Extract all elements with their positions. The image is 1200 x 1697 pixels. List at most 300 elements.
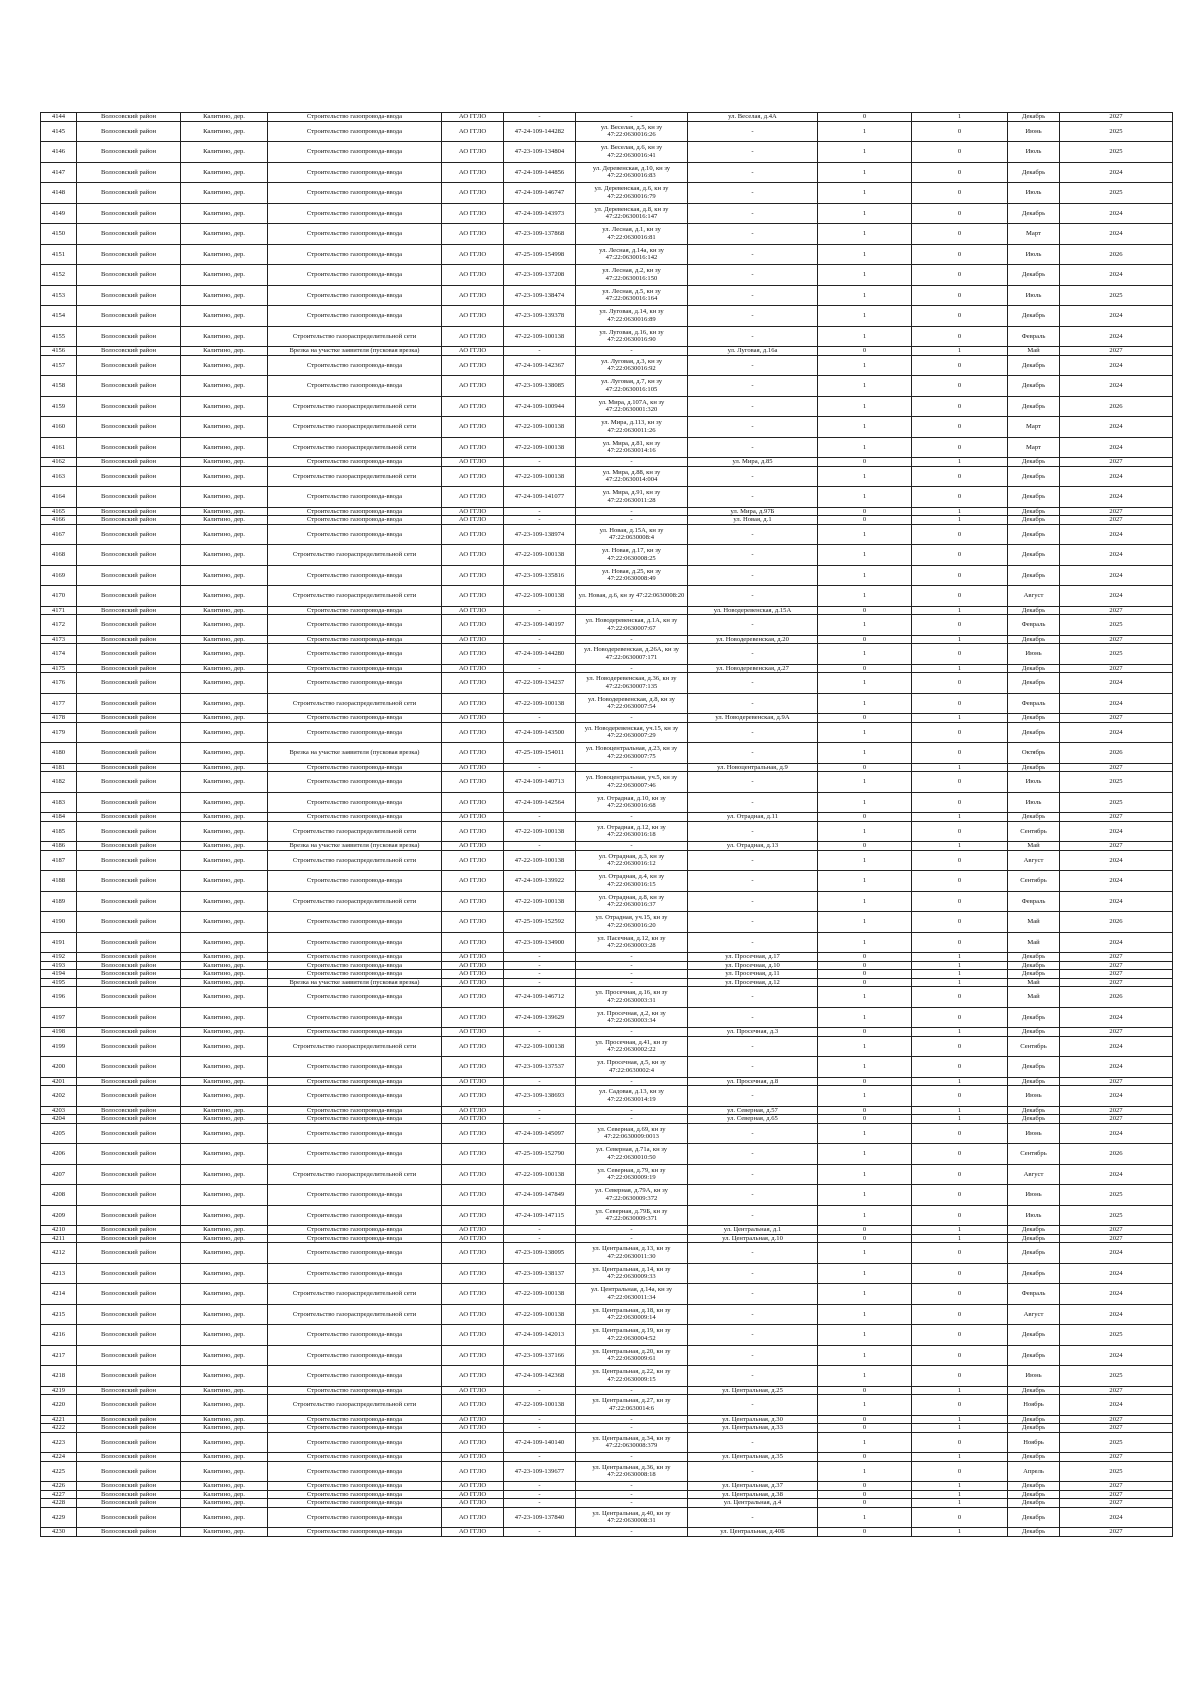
cell-year: 2024 <box>1060 673 1173 694</box>
cell-work-type: Строительство газопровода-ввода <box>268 142 442 163</box>
cell-row-number: 4152 <box>41 265 77 286</box>
cell-contract-number: - <box>504 1226 576 1235</box>
cell-contract-number: - <box>504 970 576 979</box>
cell-address: - <box>688 487 818 508</box>
cell-month: Июль <box>1008 285 1060 306</box>
cell-address: ул. Новая, д.1 <box>688 516 818 525</box>
cell-year: 2024 <box>1060 1036 1173 1057</box>
cell-district: Волосовский район <box>77 347 181 356</box>
cell-month: Декабрь <box>1008 113 1060 122</box>
cell-month: Декабрь <box>1008 162 1060 183</box>
cell-address: - <box>688 1123 818 1144</box>
cell-contract-number: 47-23-109-135816 <box>504 565 576 586</box>
cell-district: Волосовский район <box>77 961 181 970</box>
cell-address-cadastral: ул. Новая, д.25, кн зу 47:22:0630008:49 <box>576 565 688 586</box>
cell-month: Сентябрь <box>1008 1036 1060 1057</box>
cell-district: Волосовский район <box>77 306 181 327</box>
cell-contract-number: 47-23-109-134900 <box>504 932 576 953</box>
cell-year: 2024 <box>1060 1507 1173 1528</box>
cell-count-a: 0 <box>818 961 912 970</box>
table-row <box>41 203 1173 224</box>
cell-organization: АО ГГЛО <box>442 545 504 566</box>
cell-count-a: 1 <box>818 1345 912 1366</box>
cell-organization: АО ГГЛО <box>442 1386 504 1395</box>
cell-district: Волосовский район <box>77 664 181 673</box>
cell-contract-number: 47-22-109-100138 <box>504 1395 576 1416</box>
cell-work-type: Строительство газопровода-ввода <box>268 516 442 525</box>
cell-month: Декабрь <box>1008 516 1060 525</box>
table-row <box>41 121 1173 142</box>
cell-organization: АО ГГЛО <box>442 813 504 822</box>
cell-district: Волосовский район <box>77 1424 181 1433</box>
cell-row-number: 4153 <box>41 285 77 306</box>
cell-settlement: Калитино, дер. <box>181 1507 268 1528</box>
cell-settlement: Калитино, дер. <box>181 1086 268 1107</box>
cell-month: Декабрь <box>1008 306 1060 327</box>
cell-address: ул. Новодеревенская, д.20 <box>688 635 818 644</box>
cell-count-a: 1 <box>818 265 912 286</box>
cell-organization: АО ГГЛО <box>442 285 504 306</box>
cell-address: - <box>688 1325 818 1346</box>
cell-district: Волосовский район <box>77 487 181 508</box>
cell-contract-number: 47-24-109-142367 <box>504 355 576 376</box>
cell-address-cadastral: - <box>576 1386 688 1395</box>
cell-year: 2027 <box>1060 813 1173 822</box>
cell-district: Волосовский район <box>77 842 181 851</box>
cell-work-type: Строительство газопровода-ввода <box>268 1115 442 1124</box>
cell-address-cadastral: - <box>576 1499 688 1508</box>
cell-count-a: 0 <box>818 1077 912 1086</box>
cell-count-a: 1 <box>818 693 912 714</box>
cell-settlement: Калитино, дер. <box>181 1243 268 1264</box>
cell-organization: АО ГГЛО <box>442 524 504 545</box>
cell-organization: АО ГГЛО <box>442 792 504 813</box>
cell-address-cadastral: ул. Северная, д.79А, кн зу 47:22:0630009:372 <box>576 1185 688 1206</box>
cell-month: Май <box>1008 932 1060 953</box>
cell-count-a: 0 <box>818 1528 912 1537</box>
cell-settlement: Калитино, дер. <box>181 183 268 204</box>
cell-organization: АО ГГЛО <box>442 1528 504 1537</box>
cell-settlement: Калитино, дер. <box>181 871 268 892</box>
cell-settlement: Калитино, дер. <box>181 1490 268 1499</box>
cell-contract-number: 47-22-109-100138 <box>504 1284 576 1305</box>
cell-month: Март <box>1008 224 1060 245</box>
cell-row-number: 4188 <box>41 871 77 892</box>
table-row <box>41 1007 1173 1028</box>
cell-month: Декабрь <box>1008 466 1060 487</box>
cell-count-a: 1 <box>818 355 912 376</box>
table-row <box>41 376 1173 397</box>
cell-count-a: 1 <box>818 772 912 793</box>
cell-month: Август <box>1008 586 1060 607</box>
cell-year: 2027 <box>1060 1234 1173 1243</box>
cell-count-b: 0 <box>912 644 1008 665</box>
cell-district: Волосовский район <box>77 1304 181 1325</box>
cell-row-number: 4208 <box>41 1185 77 1206</box>
cell-settlement: Калитино, дер. <box>181 693 268 714</box>
cell-work-type: Строительство газопровода-ввода <box>268 961 442 970</box>
cell-count-a: 1 <box>818 1461 912 1482</box>
cell-count-b: 1 <box>912 1386 1008 1395</box>
cell-district: Волосовский район <box>77 615 181 636</box>
cell-row-number: 4218 <box>41 1366 77 1387</box>
cell-row-number: 4228 <box>41 1499 77 1508</box>
cell-contract-number: - <box>504 1453 576 1462</box>
cell-count-b: 0 <box>912 1395 1008 1416</box>
cell-address: - <box>688 1164 818 1185</box>
cell-month: Ноябрь <box>1008 1432 1060 1453</box>
cell-count-b: 1 <box>912 507 1008 516</box>
cell-row-number: 4211 <box>41 1234 77 1243</box>
cell-address: - <box>688 1185 818 1206</box>
cell-address: - <box>688 1395 818 1416</box>
cell-settlement: Калитино, дер. <box>181 524 268 545</box>
cell-work-type: Строительство газопровода-ввода <box>268 1507 442 1528</box>
cell-contract-number: 47-23-109-134804 <box>504 142 576 163</box>
cell-year: 2027 <box>1060 664 1173 673</box>
cell-count-b: 1 <box>912 961 1008 970</box>
cell-organization: АО ГГЛО <box>442 912 504 933</box>
cell-count-a: 1 <box>818 932 912 953</box>
cell-count-b: 1 <box>912 347 1008 356</box>
cell-organization: АО ГГЛО <box>442 932 504 953</box>
cell-work-type: Строительство газораспределительной сети <box>268 850 442 871</box>
cell-row-number: 4181 <box>41 763 77 772</box>
cell-count-b: 0 <box>912 487 1008 508</box>
cell-count-a: 1 <box>818 891 912 912</box>
cell-address: ул. Новодеревенская, д.27 <box>688 664 818 673</box>
cell-count-b: 0 <box>912 1086 1008 1107</box>
cell-count-a: 0 <box>818 842 912 851</box>
cell-year: 2024 <box>1060 1057 1173 1078</box>
cell-month: Декабрь <box>1008 1234 1060 1243</box>
cell-contract-number: 47-23-109-138137 <box>504 1263 576 1284</box>
cell-work-type: Строительство газопровода-ввода <box>268 113 442 122</box>
cell-settlement: Калитино, дер. <box>181 586 268 607</box>
cell-row-number: 4150 <box>41 224 77 245</box>
cell-district: Волосовский район <box>77 1106 181 1115</box>
cell-work-type: Строительство газораспределительной сети <box>268 1284 442 1305</box>
cell-organization: АО ГГЛО <box>442 326 504 347</box>
cell-settlement: Калитино, дер. <box>181 714 268 723</box>
cell-contract-number: - <box>504 113 576 122</box>
table-row <box>41 644 1173 665</box>
cell-count-a: 1 <box>818 1185 912 1206</box>
cell-work-type: Строительство газопровода-ввода <box>268 673 442 694</box>
cell-work-type: Строительство газопровода-ввода <box>268 224 442 245</box>
cell-count-b: 1 <box>912 1415 1008 1424</box>
table-row <box>41 1432 1173 1453</box>
cell-month: Декабрь <box>1008 961 1060 970</box>
cell-district: Волосовский район <box>77 1226 181 1235</box>
cell-year: 2026 <box>1060 987 1173 1008</box>
cell-month: Декабрь <box>1008 635 1060 644</box>
cell-count-b: 0 <box>912 792 1008 813</box>
cell-work-type: Строительство газопровода-ввода <box>268 970 442 979</box>
cell-count-a: 1 <box>818 437 912 458</box>
cell-count-a: 1 <box>818 792 912 813</box>
cell-settlement: Калитино, дер. <box>181 1123 268 1144</box>
cell-address-cadastral: ул. Новоцентральная, уч.5, кн зу 47:22:0630007:46 <box>576 772 688 793</box>
cell-row-number: 4182 <box>41 772 77 793</box>
cell-month: Декабрь <box>1008 1415 1060 1424</box>
cell-district: Волосовский район <box>77 932 181 953</box>
cell-count-b: 0 <box>912 203 1008 224</box>
cell-district: Волосовский район <box>77 1461 181 1482</box>
cell-address: ул. Северная, д.57 <box>688 1106 818 1115</box>
cell-settlement: Калитино, дер. <box>181 644 268 665</box>
cell-address-cadastral: ул. Лесная, д.2, кн зу 47:22:0630016:150 <box>576 265 688 286</box>
cell-settlement: Калитино, дер. <box>181 458 268 467</box>
table-row <box>41 437 1173 458</box>
cell-count-a: 0 <box>818 978 912 987</box>
cell-organization: АО ГГЛО <box>442 1123 504 1144</box>
cell-work-type: Строительство газопровода-ввода <box>268 664 442 673</box>
table-row <box>41 891 1173 912</box>
cell-month: Июнь <box>1008 1086 1060 1107</box>
cell-row-number: 4213 <box>41 1263 77 1284</box>
cell-address: - <box>688 1205 818 1226</box>
cell-address: - <box>688 437 818 458</box>
cell-year: 2025 <box>1060 1205 1173 1226</box>
cell-settlement: Калитино, дер. <box>181 244 268 265</box>
cell-address: - <box>688 1304 818 1325</box>
cell-organization: АО ГГЛО <box>442 516 504 525</box>
cell-organization: АО ГГЛО <box>442 821 504 842</box>
cell-work-type: Строительство газопровода-ввода <box>268 1057 442 1078</box>
cell-address: ул. Новодеревенская, д.9А <box>688 714 818 723</box>
cell-organization: АО ГГЛО <box>442 635 504 644</box>
cell-district: Волосовский район <box>77 1036 181 1057</box>
cell-organization: АО ГГЛО <box>442 113 504 122</box>
cell-address-cadastral: - <box>576 714 688 723</box>
cell-address: - <box>688 1263 818 1284</box>
cell-settlement: Калитино, дер. <box>181 265 268 286</box>
cell-address-cadastral: ул. Отрадная, д.8, кн зу 47:22:0630016:37 <box>576 891 688 912</box>
cell-district: Волосовский район <box>77 1057 181 1078</box>
cell-settlement: Калитино, дер. <box>181 507 268 516</box>
cell-count-b: 0 <box>912 285 1008 306</box>
cell-settlement: Калитино, дер. <box>181 306 268 327</box>
cell-district: Волосовский район <box>77 183 181 204</box>
cell-work-type: Строительство газопровода-ввода <box>268 1106 442 1115</box>
cell-work-type: Врезка на участке заявителя (пусковая врезка) <box>268 842 442 851</box>
cell-address: ул. Отрадная, д.13 <box>688 842 818 851</box>
cell-month: Декабрь <box>1008 1499 1060 1508</box>
cell-settlement: Калитино, дер. <box>181 437 268 458</box>
cell-settlement: Калитино, дер. <box>181 347 268 356</box>
cell-count-a: 1 <box>818 1304 912 1325</box>
cell-address-cadastral: ул. Садовая, д.13, кн зу 47:22:0630014:19 <box>576 1086 688 1107</box>
cell-row-number: 4185 <box>41 821 77 842</box>
cell-count-a: 1 <box>818 326 912 347</box>
cell-year: 2027 <box>1060 347 1173 356</box>
cell-address: - <box>688 987 818 1008</box>
cell-address: ул. Центральная, д.38 <box>688 1490 818 1499</box>
cell-row-number: 4169 <box>41 565 77 586</box>
cell-count-b: 0 <box>912 565 1008 586</box>
cell-month: Декабрь <box>1008 813 1060 822</box>
cell-contract-number: - <box>504 978 576 987</box>
cell-address-cadastral: - <box>576 516 688 525</box>
cell-contract-number: 47-24-109-142564 <box>504 792 576 813</box>
cell-address-cadastral: ул. Новая, д.6, кн зу 47:22:0630008:20 <box>576 586 688 607</box>
table-row <box>41 355 1173 376</box>
cell-organization: АО ГГЛО <box>442 722 504 743</box>
cell-address-cadastral: ул. Веселая, д.5, кн зу 47:22:0630016:26 <box>576 121 688 142</box>
cell-organization: АО ГГЛО <box>442 1432 504 1453</box>
cell-settlement: Калитино, дер. <box>181 417 268 438</box>
cell-count-b: 1 <box>912 1499 1008 1508</box>
cell-address-cadastral: ул. Отрадная, д.10, кн зу 47:22:0630016:68 <box>576 792 688 813</box>
cell-month: Декабрь <box>1008 524 1060 545</box>
cell-count-a: 1 <box>818 1432 912 1453</box>
table-row <box>41 792 1173 813</box>
cell-organization: АО ГГЛО <box>442 183 504 204</box>
cell-address: ул. Новоцентральная, д.9 <box>688 763 818 772</box>
cell-address: ул. Северная, д.65 <box>688 1115 818 1124</box>
cell-month: Декабрь <box>1008 487 1060 508</box>
cell-work-type: Строительство газораспределительной сети <box>268 396 442 417</box>
table-body <box>41 113 1173 1537</box>
cell-count-b: 1 <box>912 953 1008 962</box>
cell-month: Декабрь <box>1008 1115 1060 1124</box>
cell-settlement: Калитино, дер. <box>181 1205 268 1226</box>
cell-district: Волосовский район <box>77 1366 181 1387</box>
cell-count-b: 0 <box>912 1144 1008 1165</box>
cell-settlement: Калитино, дер. <box>181 891 268 912</box>
cell-address: ул. Просечная, д.10 <box>688 961 818 970</box>
cell-district: Волосовский район <box>77 142 181 163</box>
cell-address-cadastral: ул. Центральная, д.22, кн зу 47:22:0630009:15 <box>576 1366 688 1387</box>
cell-count-b: 0 <box>912 466 1008 487</box>
cell-work-type: Строительство газораспределительной сети <box>268 586 442 607</box>
cell-count-b: 1 <box>912 714 1008 723</box>
cell-address: - <box>688 1461 818 1482</box>
cell-work-type: Строительство газопровода-ввода <box>268 792 442 813</box>
cell-row-number: 4210 <box>41 1226 77 1235</box>
cell-contract-number: - <box>504 635 576 644</box>
cell-address-cadastral: ул. Лесная, д.14а, кн зу 47:22:0630016:142 <box>576 244 688 265</box>
cell-year: 2024 <box>1060 487 1173 508</box>
cell-settlement: Калитино, дер. <box>181 1144 268 1165</box>
cell-count-a: 0 <box>818 635 912 644</box>
cell-district: Волосовский район <box>77 673 181 694</box>
gasification-table <box>40 112 1173 1537</box>
cell-contract-number: - <box>504 1528 576 1537</box>
cell-address: - <box>688 932 818 953</box>
cell-year: 2027 <box>1060 953 1173 962</box>
cell-contract-number: - <box>504 763 576 772</box>
cell-year: 2024 <box>1060 524 1173 545</box>
cell-count-a: 1 <box>818 162 912 183</box>
cell-contract-number: - <box>504 961 576 970</box>
cell-district: Волосовский район <box>77 113 181 122</box>
table-row <box>41 1263 1173 1284</box>
cell-year: 2024 <box>1060 1086 1173 1107</box>
cell-organization: АО ГГЛО <box>442 487 504 508</box>
cell-year: 2024 <box>1060 545 1173 566</box>
cell-month: Сентябрь <box>1008 821 1060 842</box>
cell-count-b: 0 <box>912 821 1008 842</box>
cell-organization: АО ГГЛО <box>442 355 504 376</box>
cell-district: Волосовский район <box>77 1345 181 1366</box>
cell-row-number: 4225 <box>41 1461 77 1482</box>
cell-address-cadastral: ул. Просечная, д.41, кн зу 47:22:0630002:22 <box>576 1036 688 1057</box>
cell-address: ул. Луговая, д.16а <box>688 347 818 356</box>
cell-address-cadastral: ул. Просечная, д.16, кн зу 47:22:0630003:31 <box>576 987 688 1008</box>
table-row <box>41 1386 1173 1395</box>
cell-address-cadastral: ул. Веселая, д.6, кн зу 47:22:0630016:41 <box>576 142 688 163</box>
cell-row-number: 4178 <box>41 714 77 723</box>
cell-contract-number: 47-22-109-100138 <box>504 891 576 912</box>
cell-settlement: Калитино, дер. <box>181 1028 268 1037</box>
cell-row-number: 4187 <box>41 850 77 871</box>
cell-year: 2024 <box>1060 1164 1173 1185</box>
cell-organization: АО ГГЛО <box>442 224 504 245</box>
cell-count-b: 0 <box>912 224 1008 245</box>
cell-organization: АО ГГЛО <box>442 265 504 286</box>
cell-address: - <box>688 693 818 714</box>
cell-month: Декабрь <box>1008 763 1060 772</box>
cell-district: Волосовский район <box>77 355 181 376</box>
cell-settlement: Калитино, дер. <box>181 1461 268 1482</box>
cell-month: Февраль <box>1008 693 1060 714</box>
cell-address-cadastral: ул. Новодеревенская, д.36, кн зу 47:22:0630007:135 <box>576 673 688 694</box>
cell-district: Волосовский район <box>77 970 181 979</box>
cell-year: 2024 <box>1060 306 1173 327</box>
table-row <box>41 1284 1173 1305</box>
table-row <box>41 162 1173 183</box>
cell-settlement: Калитино, дер. <box>181 162 268 183</box>
table-row <box>41 1304 1173 1325</box>
cell-count-b: 0 <box>912 1432 1008 1453</box>
cell-organization: АО ГГЛО <box>442 1461 504 1482</box>
cell-count-a: 0 <box>818 1234 912 1243</box>
cell-year: 2027 <box>1060 1499 1173 1508</box>
cell-count-b: 0 <box>912 183 1008 204</box>
cell-year: 2027 <box>1060 458 1173 467</box>
cell-count-a: 0 <box>818 1499 912 1508</box>
cell-settlement: Калитино, дер. <box>181 113 268 122</box>
cell-district: Волосовский район <box>77 1395 181 1416</box>
cell-row-number: 4179 <box>41 722 77 743</box>
cell-address: ул. Просечная, д.17 <box>688 953 818 962</box>
cell-organization: АО ГГЛО <box>442 1144 504 1165</box>
cell-year: 2024 <box>1060 821 1173 842</box>
cell-count-b: 0 <box>912 524 1008 545</box>
cell-contract-number: - <box>504 813 576 822</box>
table-row <box>41 978 1173 987</box>
cell-settlement: Калитино, дер. <box>181 664 268 673</box>
cell-settlement: Калитино, дер. <box>181 1284 268 1305</box>
cell-district: Волосовский район <box>77 821 181 842</box>
cell-count-b: 0 <box>912 743 1008 764</box>
cell-count-b: 1 <box>912 813 1008 822</box>
cell-contract-number: 47-24-109-141077 <box>504 487 576 508</box>
cell-count-a: 1 <box>818 1366 912 1387</box>
cell-year: 2024 <box>1060 565 1173 586</box>
cell-month: Декабрь <box>1008 355 1060 376</box>
cell-address: ул. Центральная, д.40Б <box>688 1528 818 1537</box>
cell-year: 2024 <box>1060 162 1173 183</box>
cell-contract-number: - <box>504 953 576 962</box>
cell-address: - <box>688 565 818 586</box>
cell-settlement: Калитино, дер. <box>181 1386 268 1395</box>
cell-district: Волосовский район <box>77 772 181 793</box>
cell-district: Волосовский район <box>77 524 181 545</box>
cell-address-cadastral: ул. Центральная, д.14а, кн зу 47:22:0630011:34 <box>576 1284 688 1305</box>
